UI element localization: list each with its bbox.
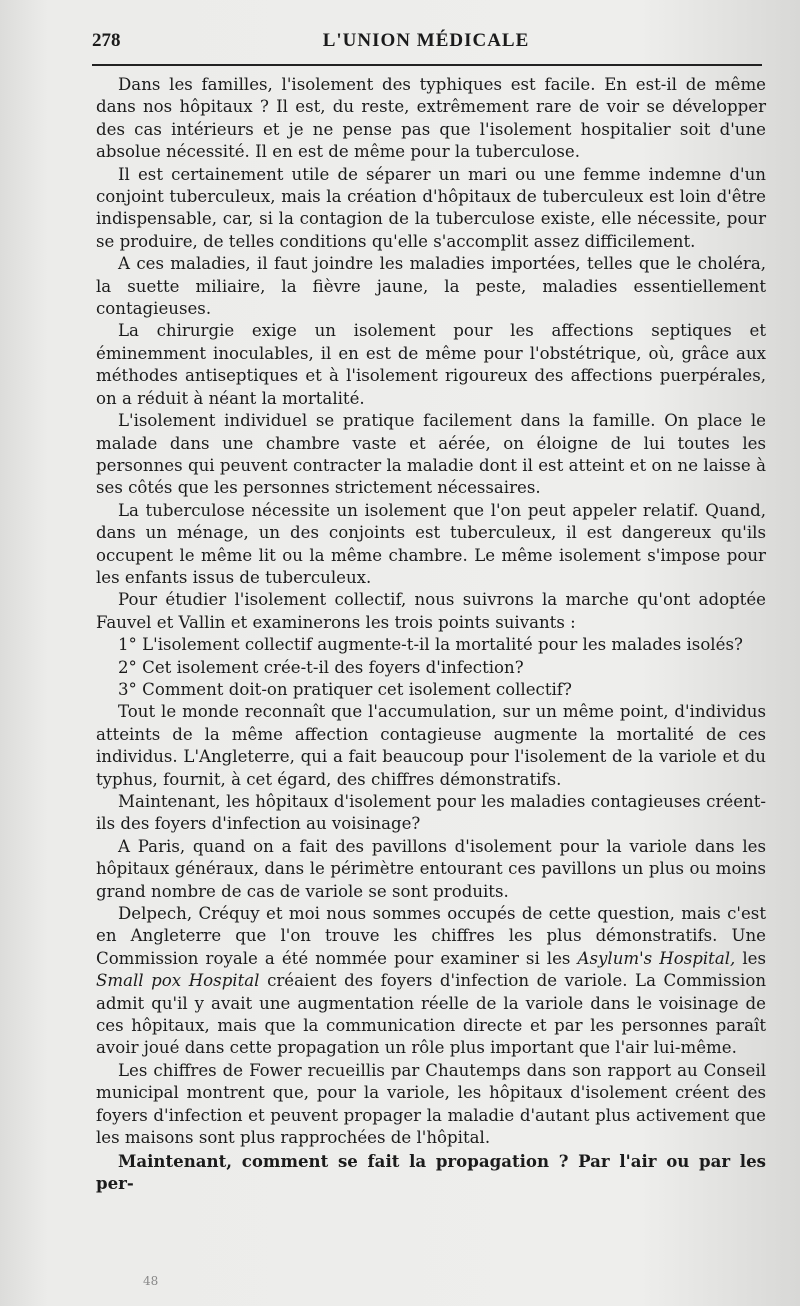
paragraph: Les chiffres de Fower recueillis par Chautemps dans son rapport au Conseil municipal montrent que, pour la variole, les hôpitaux d'isolement créent des foyers d'infection et peuvent propager la maladie d'autant plus activement que les maisons sont plus rapprochées de l'hôpital. bbox=[96, 1060, 766, 1148]
paragraph: Il est certainement utile de séparer un mari ou une femme indemne d'un conjoint tuberculeux, mais la création d'hôpitaux de tuberculeux est loin d'être indispensable, car, si la contagion de la tuberculose existe, elle nécessite, pour se produire, de telles conditions qu'elle s'accomplit assez difficilement. bbox=[96, 164, 766, 251]
paragraph: La chirurgie exige un isolement pour les affections septiques et éminemment inoculables, il en est de même pour l'obstétrique, où, grâce aux méthodes antiseptiques et à l'isolement rigoureux des affections puerpérales, on a réduit à néant la mortalité. bbox=[96, 321, 766, 408]
paragraph: Tout le monde reconnaît que l'accumulation, sur un même point, d'individus atteints de la même affection contagieuse augmente la mortalité de ces individus. L'Angleterre, qui a fait beaucoup pour l'isolement de la variole et du typhus, fournit, à cet égard, des chiffres démonstratifs. bbox=[96, 702, 766, 789]
paragraph-text: les bbox=[742, 948, 767, 968]
running-title: L'UNION MÉDICALE bbox=[322, 30, 530, 51]
page-header bbox=[92, 30, 760, 60]
paragraph: Maintenant, comment se fait la propagation ? Par l'air ou par les per- bbox=[96, 1150, 766, 1193]
paragraph-text: créaient des foyers d'infection de variole. La Commission admit qu'il y avait une augmentation réelle de la variole dans le voisinage de ces hôpitaux, mais que la communication directe et par les personnes paraît avoir joué dans cette propagation un rôle plus important que l'air lui-même. bbox=[96, 971, 767, 1058]
paragraph: Dans les familles, l'isolement des typhiques est facile. En est-il de même dans nos hôpitaux ? Il est, du reste, extrêmement rare de voir se développer des cas intérieurs et je ne pense pas que l'isolement hospitalier soit d'une absolue nécessité. Il en est de même pour la tuberculose. bbox=[96, 75, 766, 162]
paragraph-text: Delpech, Créquy et moi nous sommes occupés de cette question, mais c'est en Angleterre que l'on trouve les chiffres les plus démonstratifs. Une Commission royale a été nommée pour examiner si les bbox=[96, 904, 766, 968]
page-number: 278 bbox=[92, 30, 121, 51]
header-rule bbox=[92, 64, 762, 66]
paragraph: La tuberculose nécessite un isolement que l'on peut appeler relatif. Quand, dans un ménage, un des conjoints est tuberculeux, il est dangereux qu'ils occupent le même lit ou la même chambre. Le même isolement s'impose pour les enfants issus de tuberculeux. bbox=[96, 500, 766, 587]
list-item: 3° Comment doit-on pratiquer cet isolement collectif? bbox=[118, 679, 572, 699]
italic-term: Small pox Hospital bbox=[96, 971, 260, 991]
paragraph: A Paris, quand on a fait des pavillons d'isolement pour la variole dans les hôpitaux généraux, dans le périmètre entourant ces pavillons un plus ou moins grand nombre de cas de variole se sont produits. bbox=[96, 836, 766, 901]
paragraph bbox=[96, 903, 766, 1060]
footer-mark: 48 bbox=[143, 1274, 159, 1288]
article-body bbox=[96, 74, 766, 1194]
paragraph: A ces maladies, il faut joindre les maladies importées, telles que le choléra, la suette miliaire, la fièvre jaune, la peste, maladies essentiellement contagieuses. bbox=[96, 254, 766, 319]
paragraph: Maintenant, les hôpitaux d'isolement pour les maladies contagieuses créent-ils des foyers d'infection au voisinage? bbox=[96, 792, 766, 834]
list-item: 2° Cet isolement crée-t-il des foyers d'infection? bbox=[118, 657, 524, 677]
paragraph: L'isolement individuel se pratique facilement dans la famille. On place le malade dans une chambre vaste et aérée, on éloigne de lui toutes les personnes qui peuvent contracter la maladie dont il est atteint et on ne laisse à ses côtés que les personnes strictement nécessaires. bbox=[96, 411, 766, 498]
italic-term: Asylum's Hospital, bbox=[577, 948, 736, 968]
paragraph: Pour étudier l'isolement collectif, nous suivrons la marche qu'ont adoptée Fauvel et Vallin et examinerons les trois points suivants : bbox=[96, 590, 766, 632]
list-item: 1° L'isolement collectif augmente-t-il la mortalité pour les malades isolés? bbox=[118, 635, 743, 655]
page-footer bbox=[0, 1272, 800, 1296]
